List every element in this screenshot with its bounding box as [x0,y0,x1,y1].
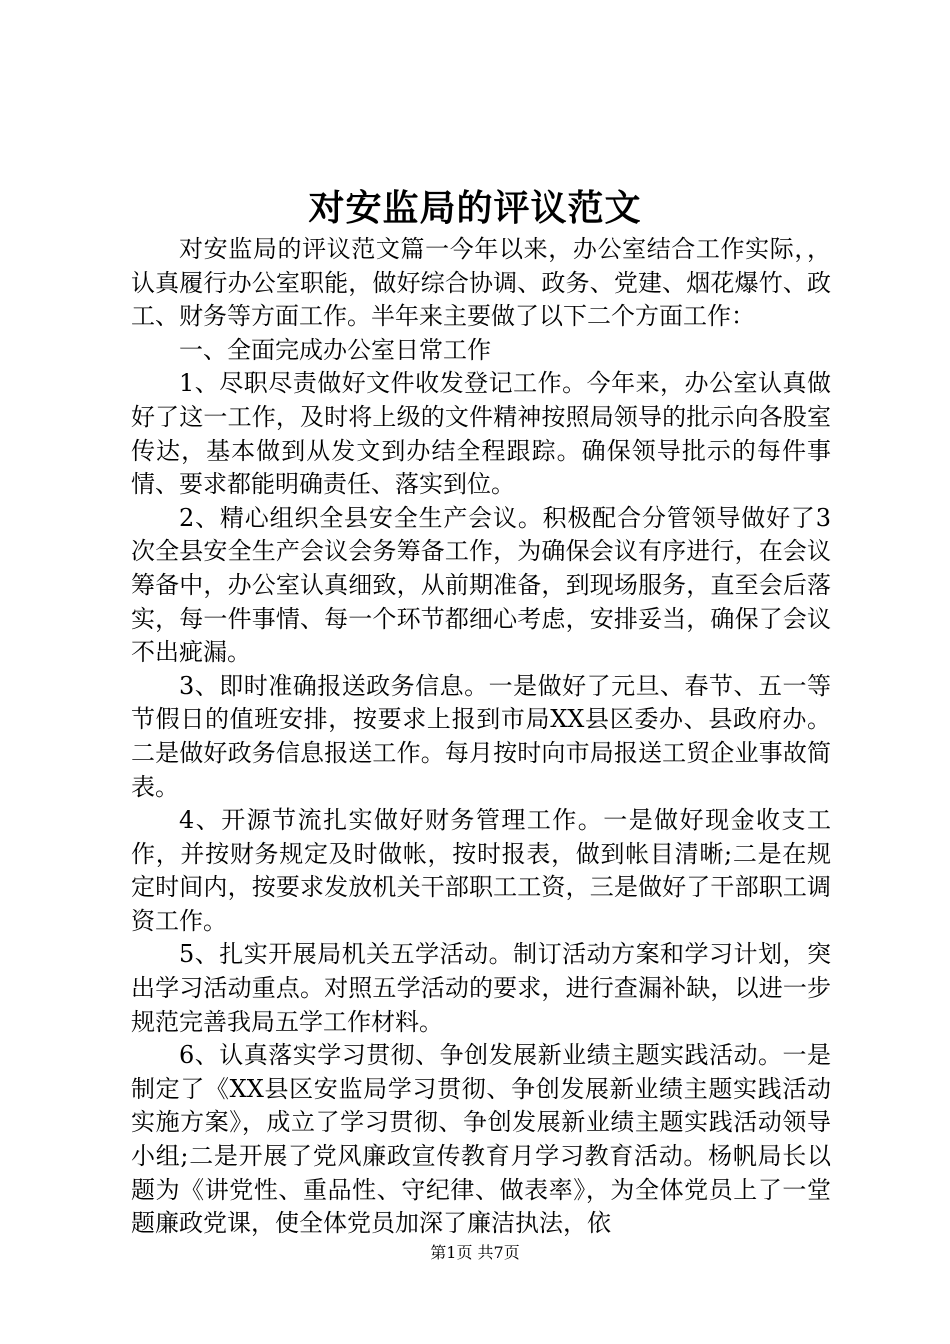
paragraph: 1、尽职尽责做好文件收发登记工作。今年来，办公室认真做好了这一工作，及时将上级的文件精神按照局领导的批示向各股室传达，基本做到从发文到办结全程跟踪。确保领导批示的每件事情、要求都能明确责任、落实到位。 [131,369,831,499]
paragraph: 对安监局的评议范文篇一今年以来，办公室结合工作实际，，认真履行办公室职能，做好综合协调、政务、党建、烟花爆竹、政工、财务等方面工作。半年来主要做了以下二个方面工作： [131,235,831,331]
document-title: 对安监局的评议范文 [308,187,642,229]
section-heading: 一、全面完成办公室日常工作 [179,335,491,364]
paragraph: 6、认真落实学习贯彻、争创发展新业绩主题实践活动。一是制定了《XX县区安监局学习贯彻、争创发展新业绩主题实践活动实施方案》，成立了学习贯彻、争创发展新业绩主题实践活动领导小组;二是开展了党风廉政宣传教育月学习教育活动。杨帆局长以题为《讲党性、重品性、守纪律、做表率》，为全体党员上了一堂题廉政党课，使全体党员加深了廉洁执法，依 [131,1041,831,1238]
paragraph: 5、扎实开展局机关五学活动。制订活动方案和学习计划，突出学习活动重点。对照五学活动的要求，进行查漏补缺，以进一步规范完善我局五学工作材料。 [131,940,831,1036]
paragraph: 2、精心组织全县安全生产会议。积极配合分管领导做好了3次全县安全生产会议会务筹备工作，为确保会议有序进行，在会议筹备中，办公室认真细致，从前期准备，到现场服务，直至会后落实，每一件事情、每一个环节都细心考虑，安排妥当，确保了会议不出疵漏。 [131,503,831,667]
paragraph: 4、开源节流扎实做好财务管理工作。一是做好现金收支工作，并按财务规定及时做帐，按时报表，做到帐目清晰;二是在规定时间内，按要求发放机关干部职工工资，三是做好了干部职工调资工作。 [131,806,831,935]
paragraph: 3、即时准确报送政务信息。一是做好了元旦、春节、五一等节假日的值班安排，按要求上报到市局XX县区委办、县政府办。二是做好政务信息报送工作。每月按时向市局报送工贸企业事故简表。 [131,671,831,801]
page-number-footer: 第1页 共7页 [430,1243,520,1262]
document-body [131,233,831,1241]
